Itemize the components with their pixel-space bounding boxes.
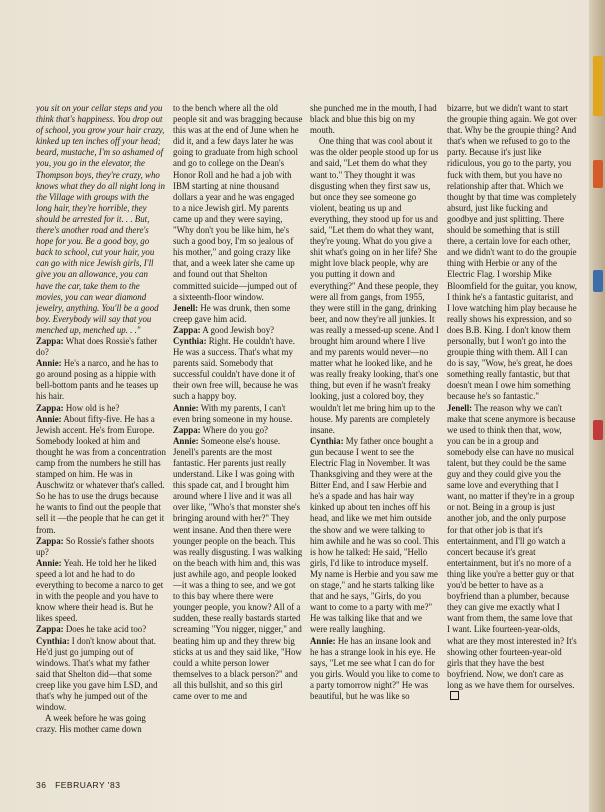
paragraph-text: The reason why we can't make that scene anymore is because we used to think then that, wow, you can be in a group and somebody else can have no musical talent, but they could be the same guy and they could give you the same love and everything that I want, no matter if they're in a group or not. Being in a group is just another job, and the only purpose for that other job is that it's entertainment, and I'll go watch a concert because it's great entertainment, but it's no more of a thing like you're a better guy or that you'd be better to have as a boyfriend than a plumber, because they can give me exactly what I want from them, the same love that I want. Like fourteen-year-olds, what are they most interested in? It's showing other fourteen-year-old girls that they have the best boyfriend. Now, we don't care as long as we have them for ourselves. [447, 402, 577, 690]
speaker-label: Jenell: [447, 402, 473, 413]
speaker-label: Jenell: [173, 302, 199, 313]
end-mark-icon [450, 691, 459, 700]
paragraph-text: to the bench where all the old people sit and was bragging because this was at the end of June when he did it, and a few days later he was going to graduate from high school and go to college on the Dean's Honor Roll and he had a job with IBM starting at nine thousand dollars a year and he was engaged to a nice Jewish girl. My parents came up and they were saying, "Why don't you be like him, he's such a good boy, I'm so jealous of his mother," and going crazy like that, and a week later she came up and found out that Shelton committed suicide—jumped out of a sixteenth-floor window. [173, 103, 303, 302]
paragraph [36, 713, 166, 735]
speaker-label: Cynthia: [173, 335, 207, 346]
paragraph [36, 358, 166, 402]
paragraph [173, 336, 303, 403]
paragraph [173, 103, 303, 303]
speaker-label: Zappa: [36, 402, 64, 413]
speaker-label: Annie: [173, 402, 199, 413]
speaker-label: Zappa: [173, 324, 201, 335]
paragraph-text: With my parents, I can't even bring someone in my house. [173, 402, 293, 424]
text-column-3 [310, 103, 440, 793]
article-body [36, 103, 584, 793]
paragraph [447, 103, 577, 403]
paragraph [36, 403, 166, 414]
paragraph-text: she punched me in the mouth, I had black and blue this big on my mouth. [310, 103, 437, 136]
paragraph-text: How old is he? [65, 402, 120, 413]
paragraph [36, 414, 166, 536]
paragraph [36, 536, 166, 558]
speaker-label: Annie: [36, 413, 62, 424]
edge-tab [593, 56, 603, 116]
paragraph-text: Someone else's house. Jenell's parents are the most fantastic. Her parents just really understand. Like I was going with this spade cat, and I brought him around where I live and it was all over like, "Who's that monster she's bringing around with her?" They went insane. And then there were younger people on the beach. This was really disgusting. I was walking on the beach with him and, this was just awhile ago, and people looked—it was a thing to see, and we got to this bay where there were younger people, you know? All of a sudden, these really bastards started screaming "You nigger, nigger," and beating him up and they threw big sticks at us and they said like, "How could a white person lower themselves to a black person?" and all this bullshit, and so this girl came over to me and [173, 435, 303, 701]
paragraph [36, 103, 166, 336]
speaker-label: Zappa: [36, 624, 64, 635]
speaker-label: Annie: [173, 435, 199, 446]
edge-tab [593, 160, 603, 188]
paragraph-text: So Rossie's father shoots up? [36, 535, 154, 557]
paragraph-text: Right. He couldn't have. He was a success. That's what my parents said. Somebody that successful couldn't have done it of their own free will, because he was such a happy boy. [173, 335, 298, 402]
paragraph-text: bizarre, but we didn't want to start the groupie thing again. We got over that. Why be the groupie thing? And that's when we refused to go to the party. Because it's just like ridiculous, you go to the party, you fuck with them, but you have no relationship after that. Which we thought by that time was completely absurd, just like fucking and goodbye and just splitting. There should be something that is still there, a certain love for each other, and we didn't want to do the groupie thing with Herbie or any of the Electric Flag. I worship Mike Bloomfield for the guitar, you know, I think he's a fantastic guitarist, and I love watching him play because he really shows his expression, and so does B.B. King. I don't know them personally, but I won't go into the groupie thing with them. All I can do is say, "Wow, he's great, he does something really fantastic, but that doesn't mean I owe him something because he's so fantastic." [447, 103, 577, 402]
paragraph-text: About fifty-five. He has a Jewish accent. He's from Europe. Somebody looked at him and thought he was from a concentration camp from the numbers he still has stamped on him. He was in Auschwitz or whatever that's called. So he has to use the drugs because he wants to find out the people that sell it —the people that he can get it from. [36, 413, 166, 535]
text-column-2 [173, 103, 303, 793]
speaker-label: Cynthia: [36, 635, 70, 646]
paragraph-text: you sit on your cellar steps and you think that's happiness. You drop out of school, you grow your hair crazy, kinked up ten inches off your head; beard, mustache, I'm so ashamed of you, you go in the elevator, the Thompson boys, they're crazy, who knows what they do all night long in the Village with groups with the long hair, they're horrible, they should be arrested for it. . . But, there's another road and there's hope for you. Be a good boy, go back to school, cut your hair, you can go with nice Jewish girls, I'll give you an allowance, you can have the car, take them to the movies, you can wear diamond jewelry, anything. You'll be a good boy. Everybody will say that you menched up, menched up. . ." [36, 103, 165, 335]
speaker-label: Annie: [310, 635, 336, 646]
paragraph-text: A week before he was going crazy. His mother came down [36, 713, 146, 735]
page-edge-tabs [589, 0, 605, 812]
paragraph-text: Yeah. He told her he liked speed a lot and he had to do everything to become a narco to get in with the people and you have to know where their head is. But he likes speed. [36, 557, 164, 624]
paragraph-text: One thing that was cool about it was the older people stood up for us and said, "Let them do what they want to." They thought it was disgusting when they first saw us, but once they see someone go violent, beating us up and everything, they stood up for us and said, "Let them do what they want, they're young. What do you give a shit what's going on in her life? She might love black people, why are you putting it down and everything?" And these people, they were all from gangs, from 1955, they were still in the gang, drinking beer, and now they're all junkies. It was really a messed-up scene. And I brought him around where I live and my parents would never—no matter what he looked like, and he was really freaky looking, that's one thing, but even if he wasn't freaky looking, just a colored boy, they wouldn't let me bring him up to the house. My parents are completely insane. [310, 136, 439, 435]
paragraph-text: Where do you go? [202, 424, 268, 435]
paragraph-text: He's a narco, and he has to go around posing as a hippie with bell-bottom pants and he teases up his hair. [36, 358, 159, 402]
paragraph [36, 336, 166, 358]
paragraph [173, 325, 303, 336]
speaker-label: Zappa: [36, 335, 64, 346]
paragraph [36, 624, 166, 635]
paragraph [310, 636, 440, 703]
paragraph [173, 403, 303, 425]
issue-date: FEBRUARY '83 [55, 780, 121, 790]
paragraph-text: A good Jewish boy? [202, 324, 275, 335]
edge-tab [593, 420, 603, 440]
paragraph-text: My father once bought a gun because I went to see the Electric Flag in November. It was Thanksgiving and they were at the Bitter End, and I saw Herbie and he's a spade and has hair way kinked up about ten inches off his head, and like we met him outside the show and we were talking to him awhile and he was so cool. This is how he talked: He said, "Hello girls, I'd like to introduce myself. My name is Herbie and you saw me on stage," and he starts talking like that and he says, "Girls, do you want to come to a party with me?" He was talking like that and we were really laughing. [310, 435, 439, 635]
paragraph [173, 303, 303, 325]
paragraph [36, 636, 166, 714]
paragraph-text: He has an insane look and he has a strange look in his eye. He says, "Let me see what I can do for you girls. Would you like to come to a party tomorrow night?" He was beautiful, but he was like so [310, 635, 440, 701]
text-column-1 [36, 103, 166, 793]
paragraph [310, 136, 440, 436]
paragraph-text: I don't know about that. He'd just go jumping out of windows. That's what my father said that Shelton did—that some creep like you gave him LSD, and that's why he jumped out of the window. [36, 635, 158, 713]
speaker-label: Annie: [36, 557, 62, 568]
paragraph [310, 436, 440, 636]
paragraph-text: Does he take acid too? [65, 624, 147, 635]
speaker-label: Annie: [36, 358, 62, 369]
page-folio [36, 780, 120, 790]
paragraph [36, 558, 166, 625]
paragraph [447, 403, 577, 703]
speaker-label: Zappa: [36, 535, 64, 546]
paragraph [173, 436, 303, 702]
speaker-label: Zappa: [173, 424, 201, 435]
speaker-label: Cynthia: [310, 435, 344, 446]
text-column-4 [447, 103, 577, 793]
paragraph [310, 103, 440, 136]
paragraph-text: What does Rossie's father do? [36, 335, 158, 358]
page-number: 36 [36, 780, 47, 790]
edge-tab [593, 270, 603, 292]
paragraph-text: He was drunk, then some creep gave him acid. [173, 302, 291, 324]
paragraph [173, 425, 303, 436]
